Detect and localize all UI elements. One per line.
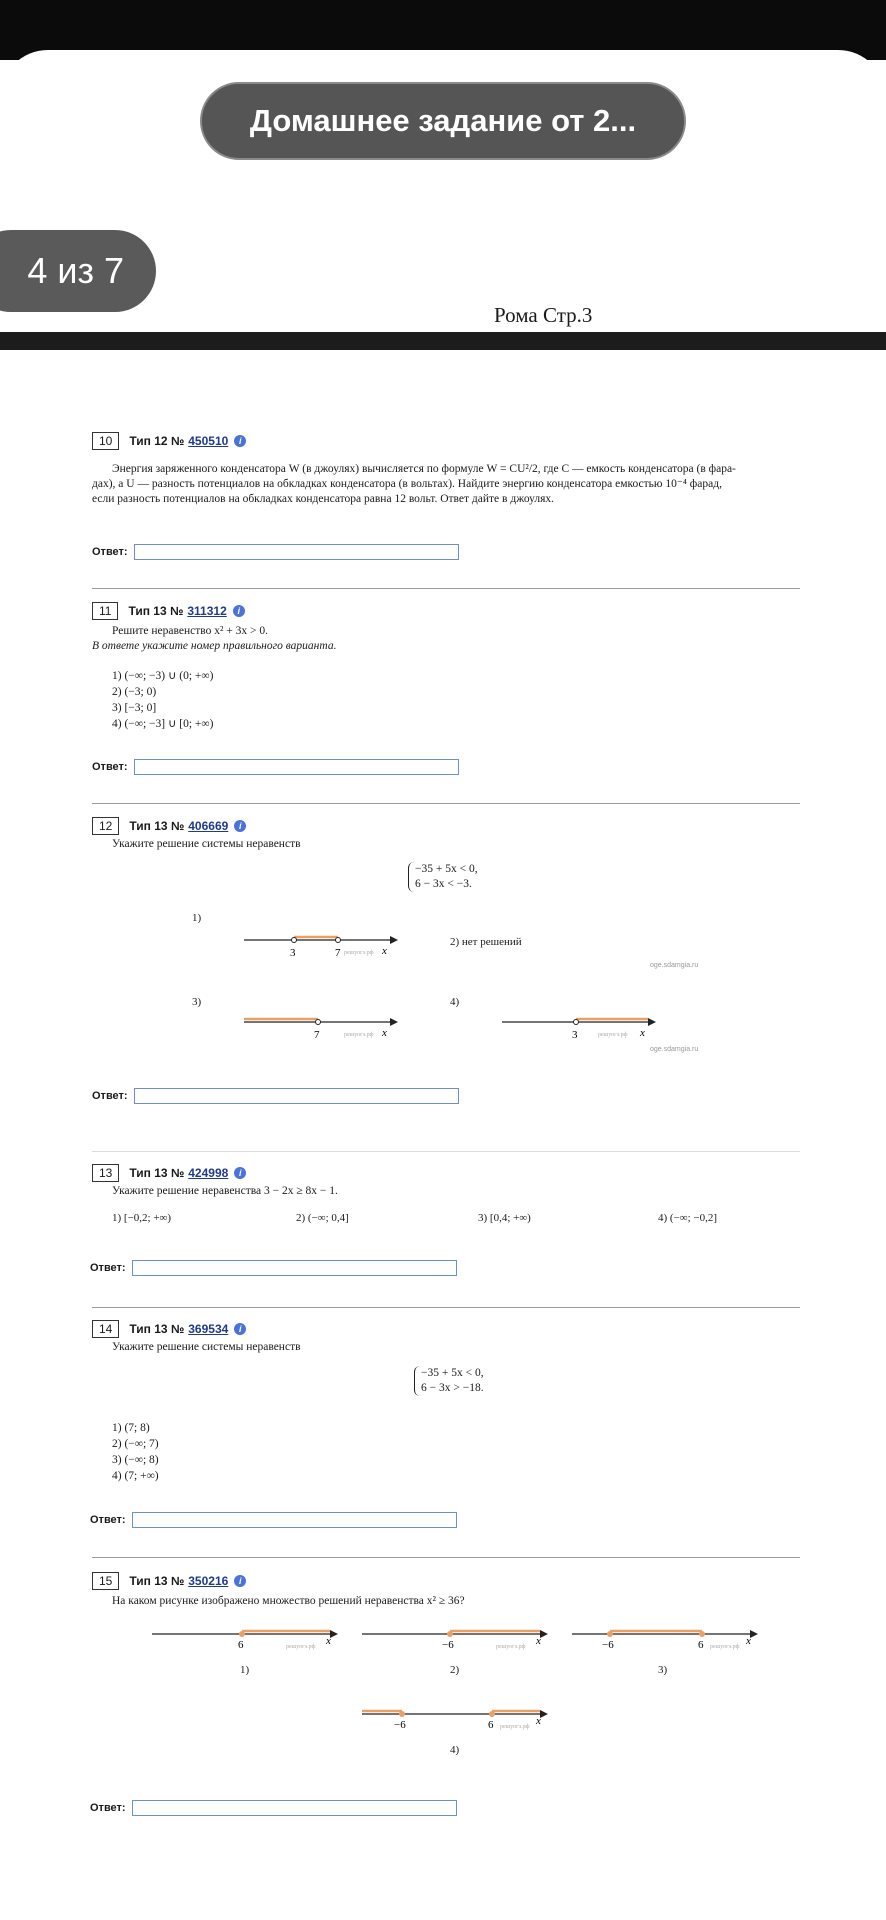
answer-input[interactable] <box>134 1088 459 1104</box>
number-line-15-3 <box>570 1622 760 1658</box>
option: 3) [0,4; +∞) <box>478 1212 531 1224</box>
inequality-system <box>408 862 478 892</box>
task-number: 15 <box>92 1572 119 1590</box>
option-label: 4) <box>450 1744 460 1756</box>
option: 4) (7; +∞) <box>112 1470 159 1482</box>
task-text-line: если разность потенциалов на обкладках конденсатора равна 12 вольт. Ответ дайте в джоулях. <box>92 493 555 505</box>
number-line-15-2 <box>360 1622 550 1658</box>
task-id-link[interactable]: 350216 <box>188 1574 229 1588</box>
task-text: Укажите решение неравенства 3 − 2x ≥ 8x − 1. <box>112 1185 338 1197</box>
options-list <box>92 668 802 732</box>
option-label: 3) <box>658 1664 668 1676</box>
info-icon[interactable]: i <box>234 1323 246 1335</box>
task-id-link[interactable]: 406669 <box>188 819 229 833</box>
tick-label: 6 <box>698 1639 704 1651</box>
number-line-1 <box>240 926 400 962</box>
site-note: oge.sdamgia.ru <box>650 1046 699 1053</box>
answer-row <box>92 544 459 560</box>
task-number: 10 <box>92 432 119 450</box>
task-number: 12 <box>92 817 119 835</box>
task-text-line: дах), а U — разность потенциалов на обкладках конденсатора (в вольтах). Найдите энергию конденсатора емкостью 10⁻⁴ фарад, <box>92 478 722 490</box>
answer-label: Ответ: <box>90 1262 126 1274</box>
info-icon[interactable]: i <box>234 435 246 447</box>
watermark: решуогэ.рф <box>496 1644 526 1650</box>
axis-var: x <box>382 945 387 957</box>
divider <box>92 803 800 804</box>
divider <box>92 588 800 589</box>
info-icon[interactable]: i <box>234 820 246 832</box>
page-counter-pill[interactable]: 4 из 7 <box>0 230 156 312</box>
option: 2) (−3; 0) <box>112 686 157 698</box>
task-type: Тип 13 № <box>129 819 185 833</box>
task-header <box>92 1164 802 1182</box>
option-label: 2) <box>450 1664 460 1676</box>
answer-input[interactable] <box>132 1512 457 1528</box>
task-type: Тип 13 № <box>129 1574 185 1588</box>
task-header <box>92 1572 802 1590</box>
info-icon[interactable]: i <box>234 1167 246 1179</box>
task-text-line: В ответе укажите номер правильного варианта. <box>92 640 337 652</box>
option-label: 3) <box>192 996 202 1008</box>
task-type: Тип 13 № <box>128 604 184 618</box>
task-text-line: Энергия заряженного конденсатора W (в джоулях) вычисляется по формуле W = CU²/2, где C — емкость конденсатора (в фара- <box>112 463 736 475</box>
task-text: Укажите решение системы неравенств <box>112 1341 301 1353</box>
task-text-line: Решите неравенство x² + 3x > 0. <box>112 625 268 637</box>
answer-row <box>90 1800 457 1816</box>
tick-label: 6 <box>238 1639 244 1651</box>
system-line: −35 + 5x < 0, <box>415 863 478 875</box>
answer-row <box>92 759 459 775</box>
option-label: 2) нет решений <box>450 936 522 948</box>
task-number: 13 <box>92 1164 119 1182</box>
answer-label: Ответ: <box>90 1514 126 1526</box>
document-title-pill[interactable]: Домашнее задание от 2... <box>200 82 686 160</box>
task-10 <box>92 432 802 507</box>
number-line-3 <box>240 1008 400 1044</box>
option-label: 1) <box>240 1664 250 1676</box>
watermark: решуогэ.рф <box>598 1032 628 1038</box>
options-list <box>92 1420 159 1484</box>
axis-var: x <box>382 1027 387 1039</box>
number-line-15-1 <box>150 1622 340 1658</box>
answer-label: Ответ: <box>92 546 128 558</box>
watermark: решуогэ.рф <box>500 1724 530 1730</box>
axis-var: x <box>640 1027 645 1039</box>
system-line: 6 − 3x > −18. <box>421 1382 484 1394</box>
axis-var: x <box>326 1635 331 1647</box>
page-label: Рома Стр.3 <box>494 303 593 327</box>
tick-label: −6 <box>394 1719 406 1731</box>
task-id-link[interactable]: 311312 <box>187 604 227 618</box>
task-id-link[interactable]: 369534 <box>188 1322 229 1336</box>
option: 2) (−∞; 0,4] <box>296 1212 349 1224</box>
task-number: 14 <box>92 1320 119 1338</box>
option: 1) [−0,2; +∞) <box>112 1212 172 1224</box>
option-label: 1) <box>192 912 202 924</box>
divider <box>92 1557 800 1558</box>
option: 3) [−3; 0] <box>112 702 157 714</box>
tick-label: 3 <box>290 947 296 959</box>
task-type: Тип 12 № <box>129 434 185 448</box>
answer-label: Ответ: <box>90 1802 126 1814</box>
task-11 <box>92 602 802 732</box>
task-type: Тип 13 № <box>129 1322 185 1336</box>
task-id-link[interactable]: 450510 <box>188 434 229 448</box>
system-line: 6 − 3x < −3. <box>415 878 472 890</box>
info-icon[interactable]: i <box>234 1575 246 1587</box>
watermark: решуогэ.рф <box>344 1032 374 1038</box>
task-header <box>92 602 802 620</box>
task-type: Тип 13 № <box>129 1166 185 1180</box>
document-page <box>0 350 886 1920</box>
site-note: oge.sdamgia.ru <box>650 962 699 969</box>
watermark: решуогэ.рф <box>286 1644 316 1650</box>
task-12 <box>92 817 802 852</box>
answer-input[interactable] <box>132 1800 457 1816</box>
option-label: 4) <box>450 996 460 1008</box>
task-text: На каком рисунке изображено множество решений неравенства x² ≥ 36? <box>112 1595 465 1607</box>
info-icon[interactable]: i <box>233 605 245 617</box>
number-line-4 <box>498 1008 658 1044</box>
option: 2) (−∞; 7) <box>112 1438 159 1450</box>
answer-label: Ответ: <box>92 761 128 773</box>
option: 3) (−∞; 8) <box>112 1454 159 1466</box>
task-14 <box>92 1320 802 1355</box>
option: 4) (−∞; −0,2] <box>658 1212 718 1224</box>
page-separator <box>0 332 886 350</box>
divider <box>92 1307 800 1308</box>
tick-label: 7 <box>335 947 341 959</box>
option: 1) (7; 8) <box>112 1422 150 1434</box>
inequality-system <box>414 1366 484 1396</box>
watermark: решуогэ.рф <box>344 950 374 956</box>
watermark: решуогэ.рф <box>710 1644 740 1650</box>
task-15 <box>92 1572 802 1609</box>
tick-label: −6 <box>602 1639 614 1651</box>
task-header <box>92 817 802 835</box>
answer-row <box>90 1512 457 1528</box>
task-number: 11 <box>92 602 118 620</box>
option: 4) (−∞; −3] ∪ [0; +∞) <box>112 718 214 730</box>
tick-label: 7 <box>314 1029 320 1041</box>
tick-label: −6 <box>442 1639 454 1651</box>
tick-label: 3 <box>572 1029 578 1041</box>
number-line-15-4 <box>360 1702 550 1738</box>
task-header <box>92 1320 802 1338</box>
divider <box>92 1151 800 1152</box>
answer-row <box>90 1260 457 1276</box>
answer-input[interactable] <box>134 544 459 560</box>
task-text: Укажите решение системы неравенств <box>112 838 301 850</box>
task-id-link[interactable]: 424998 <box>188 1166 229 1180</box>
axis-var: x <box>536 1635 541 1647</box>
answer-input[interactable] <box>134 759 459 775</box>
axis-var: x <box>536 1715 541 1727</box>
task-header <box>92 432 802 450</box>
task-text <box>92 624 802 654</box>
task-13 <box>92 1164 802 1199</box>
tick-label: 6 <box>488 1719 494 1731</box>
axis-var: x <box>746 1635 751 1647</box>
task-text <box>92 462 802 507</box>
answer-input[interactable] <box>132 1260 457 1276</box>
answer-label: Ответ: <box>92 1090 128 1102</box>
answer-row <box>92 1088 459 1104</box>
system-line: −35 + 5x < 0, <box>421 1367 484 1379</box>
option: 1) (−∞; −3) ∪ (0; +∞) <box>112 670 214 682</box>
